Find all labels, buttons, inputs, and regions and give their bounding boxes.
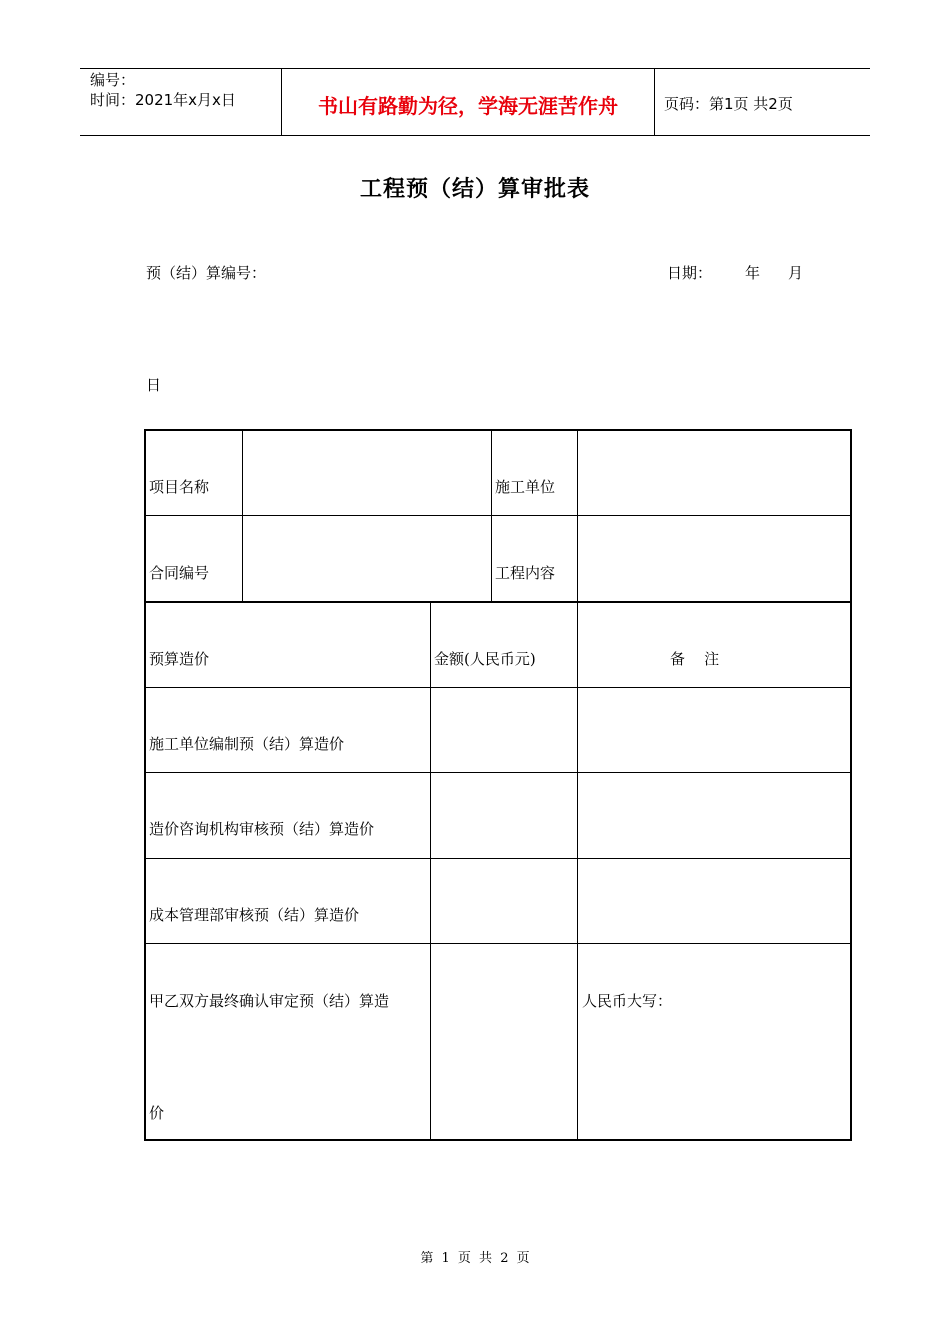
amount-header: 金额(人民币元) bbox=[434, 650, 536, 668]
header-divider-right bbox=[654, 68, 655, 136]
final-price-label-line2: 价 bbox=[149, 1104, 165, 1122]
header-bottom-border bbox=[80, 135, 870, 136]
budget-number-label: 预（结）算编号： bbox=[146, 264, 267, 282]
rmb-uppercase-label: 人民币大写： bbox=[582, 992, 673, 1010]
table-col-divider-top-1 bbox=[242, 429, 243, 602]
final-price-label-line1: 甲乙双方最终确认审定预（结）算造 bbox=[149, 992, 390, 1010]
table-col-divider-top-2 bbox=[491, 429, 492, 602]
header-number-label: 编号： bbox=[90, 71, 136, 89]
table-row-divider-3 bbox=[144, 687, 852, 688]
price-row-label-consultant: 造价咨询机构审核预（结）算造价 bbox=[149, 820, 375, 838]
contractor-label: 施工单位 bbox=[495, 478, 556, 496]
document-title: 工程预（结）算审批表 bbox=[359, 176, 590, 202]
header-time-label: 时间：2021年x月x日 bbox=[90, 91, 236, 109]
table-col-divider-mid bbox=[577, 429, 578, 1141]
table-top-border bbox=[144, 429, 852, 431]
page-footer: 第 1 页 共 2 页 bbox=[420, 1251, 530, 1266]
budget-price-label: 预算造价 bbox=[149, 650, 210, 668]
project-name-label: 项目名称 bbox=[149, 478, 210, 496]
work-content-label: 工程内容 bbox=[495, 564, 556, 582]
remark-header: 备 注 bbox=[670, 650, 720, 668]
table-row-divider-2 bbox=[144, 601, 852, 603]
day-label: 日 bbox=[146, 376, 162, 394]
table-row-divider-1 bbox=[144, 515, 852, 516]
table-col-divider-amount bbox=[430, 601, 431, 1141]
table-row-divider-4 bbox=[144, 772, 852, 773]
table-row-divider-5 bbox=[144, 858, 852, 859]
header-page-info: 页码：第1页 共2页 bbox=[664, 95, 793, 113]
price-row-label-contractor: 施工单位编制预（结）算造价 bbox=[149, 735, 345, 753]
contract-number-label: 合同编号 bbox=[149, 564, 210, 582]
table-bottom-border bbox=[144, 1139, 852, 1141]
table-right-border bbox=[850, 429, 852, 1141]
table-left-border bbox=[144, 429, 146, 1141]
header-motto: 书山有路勤为径，学海无涯苦作舟 bbox=[318, 94, 618, 118]
year-label: 年 bbox=[745, 264, 761, 282]
header-top-border bbox=[80, 68, 870, 69]
date-label: 日期： bbox=[667, 264, 713, 282]
table-row-divider-6 bbox=[144, 943, 852, 944]
month-label: 月 bbox=[788, 264, 804, 282]
price-row-label-cost-dept: 成本管理部审核预（结）算造价 bbox=[149, 906, 360, 924]
